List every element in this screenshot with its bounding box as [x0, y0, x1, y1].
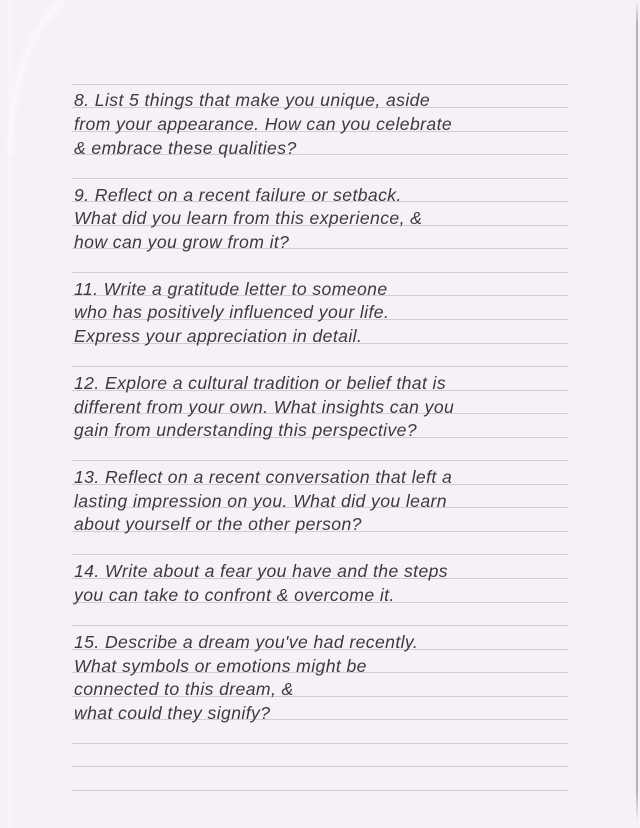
page-right-edge-line [636, 0, 639, 822]
prompt-text: how can you grow from it? [74, 231, 290, 252]
prompt-text: Express your appreciation in detail. [74, 325, 363, 346]
ruled-line-text-row [72, 697, 568, 721]
prompt-text: 9. Reflect on a recent failure or setback. [74, 184, 402, 205]
ruled-lines-area [72, 84, 568, 791]
prompt-text: 11. Write a gratitude letter to someone [74, 278, 388, 299]
prompt-text: 8. List 5 things that make you unique, aside [74, 90, 431, 111]
ruled-line-text-row [72, 461, 568, 488]
ruled-line-text-row [72, 485, 568, 509]
ruled-line-text-row [72, 132, 568, 156]
ruled-line-text-row [72, 508, 568, 535]
ruled-line-text-row [72, 367, 568, 394]
ruled-line-text-row [72, 673, 568, 700]
prompt-text: & embrace these qualities? [74, 137, 297, 158]
ruled-line-text-row [72, 579, 568, 603]
prompt-text: you can take to confront & overcome it. [74, 584, 395, 605]
ruled-line-text-row [72, 226, 568, 250]
prompt-text: gain from understanding this perspective? [74, 420, 418, 441]
prompt-text: What did you learn from this experience, & [74, 208, 423, 229]
prompt-text: what could they signify? [74, 702, 271, 723]
ruled-line-text-row [72, 391, 568, 415]
ruled-line-empty-row [72, 767, 568, 791]
ruled-line-empty-row [72, 155, 568, 179]
ruled-line-text-row [72, 555, 568, 582]
prompt-text: different from your own. What insights can you [74, 396, 455, 417]
ruled-line-text-row [72, 179, 568, 203]
prompt-text: 15. Describe a dream you've had recently. [74, 632, 419, 653]
ruled-line-empty-row [72, 532, 568, 556]
ruled-line-text-row [72, 108, 568, 132]
ruled-line-text-row [72, 202, 568, 229]
prompt-text: lasting impression on you. What did you learn [74, 490, 447, 511]
ruled-line-empty-row [72, 344, 568, 368]
ruled-line-empty-row [72, 603, 568, 627]
prompt-text: about yourself or the other person? [74, 514, 362, 535]
ruled-line-text-row [72, 414, 568, 441]
ruled-line-text-row [72, 626, 568, 653]
prompt-text: 13. Reflect on a recent conversation that left a [74, 467, 453, 488]
ruled-line-text-row [72, 85, 568, 109]
prompt-text: What symbols or emotions might be [74, 655, 367, 676]
page-left-crease [9, 0, 11, 828]
ruled-line-empty-row [72, 438, 568, 462]
ruled-line-empty-row [72, 744, 568, 768]
prompt-text: 12. Explore a cultural tradition or belief that is [74, 373, 447, 394]
ruled-line-text-row [72, 296, 568, 323]
ruled-line-text-row [72, 650, 568, 674]
ruled-line-empty-row [72, 249, 568, 273]
prompt-text: connected to this dream, & [74, 679, 294, 700]
prompt-text: from your appearance. How can you celebrate [74, 114, 453, 134]
ruled-line-text-row [72, 273, 568, 297]
ruled-line-empty-row [72, 720, 568, 744]
ruled-line-text-row [72, 320, 568, 344]
prompt-text: who has positively influenced your life. [74, 302, 390, 323]
prompt-text: 14. Write about a fear you have and the steps [74, 561, 449, 582]
